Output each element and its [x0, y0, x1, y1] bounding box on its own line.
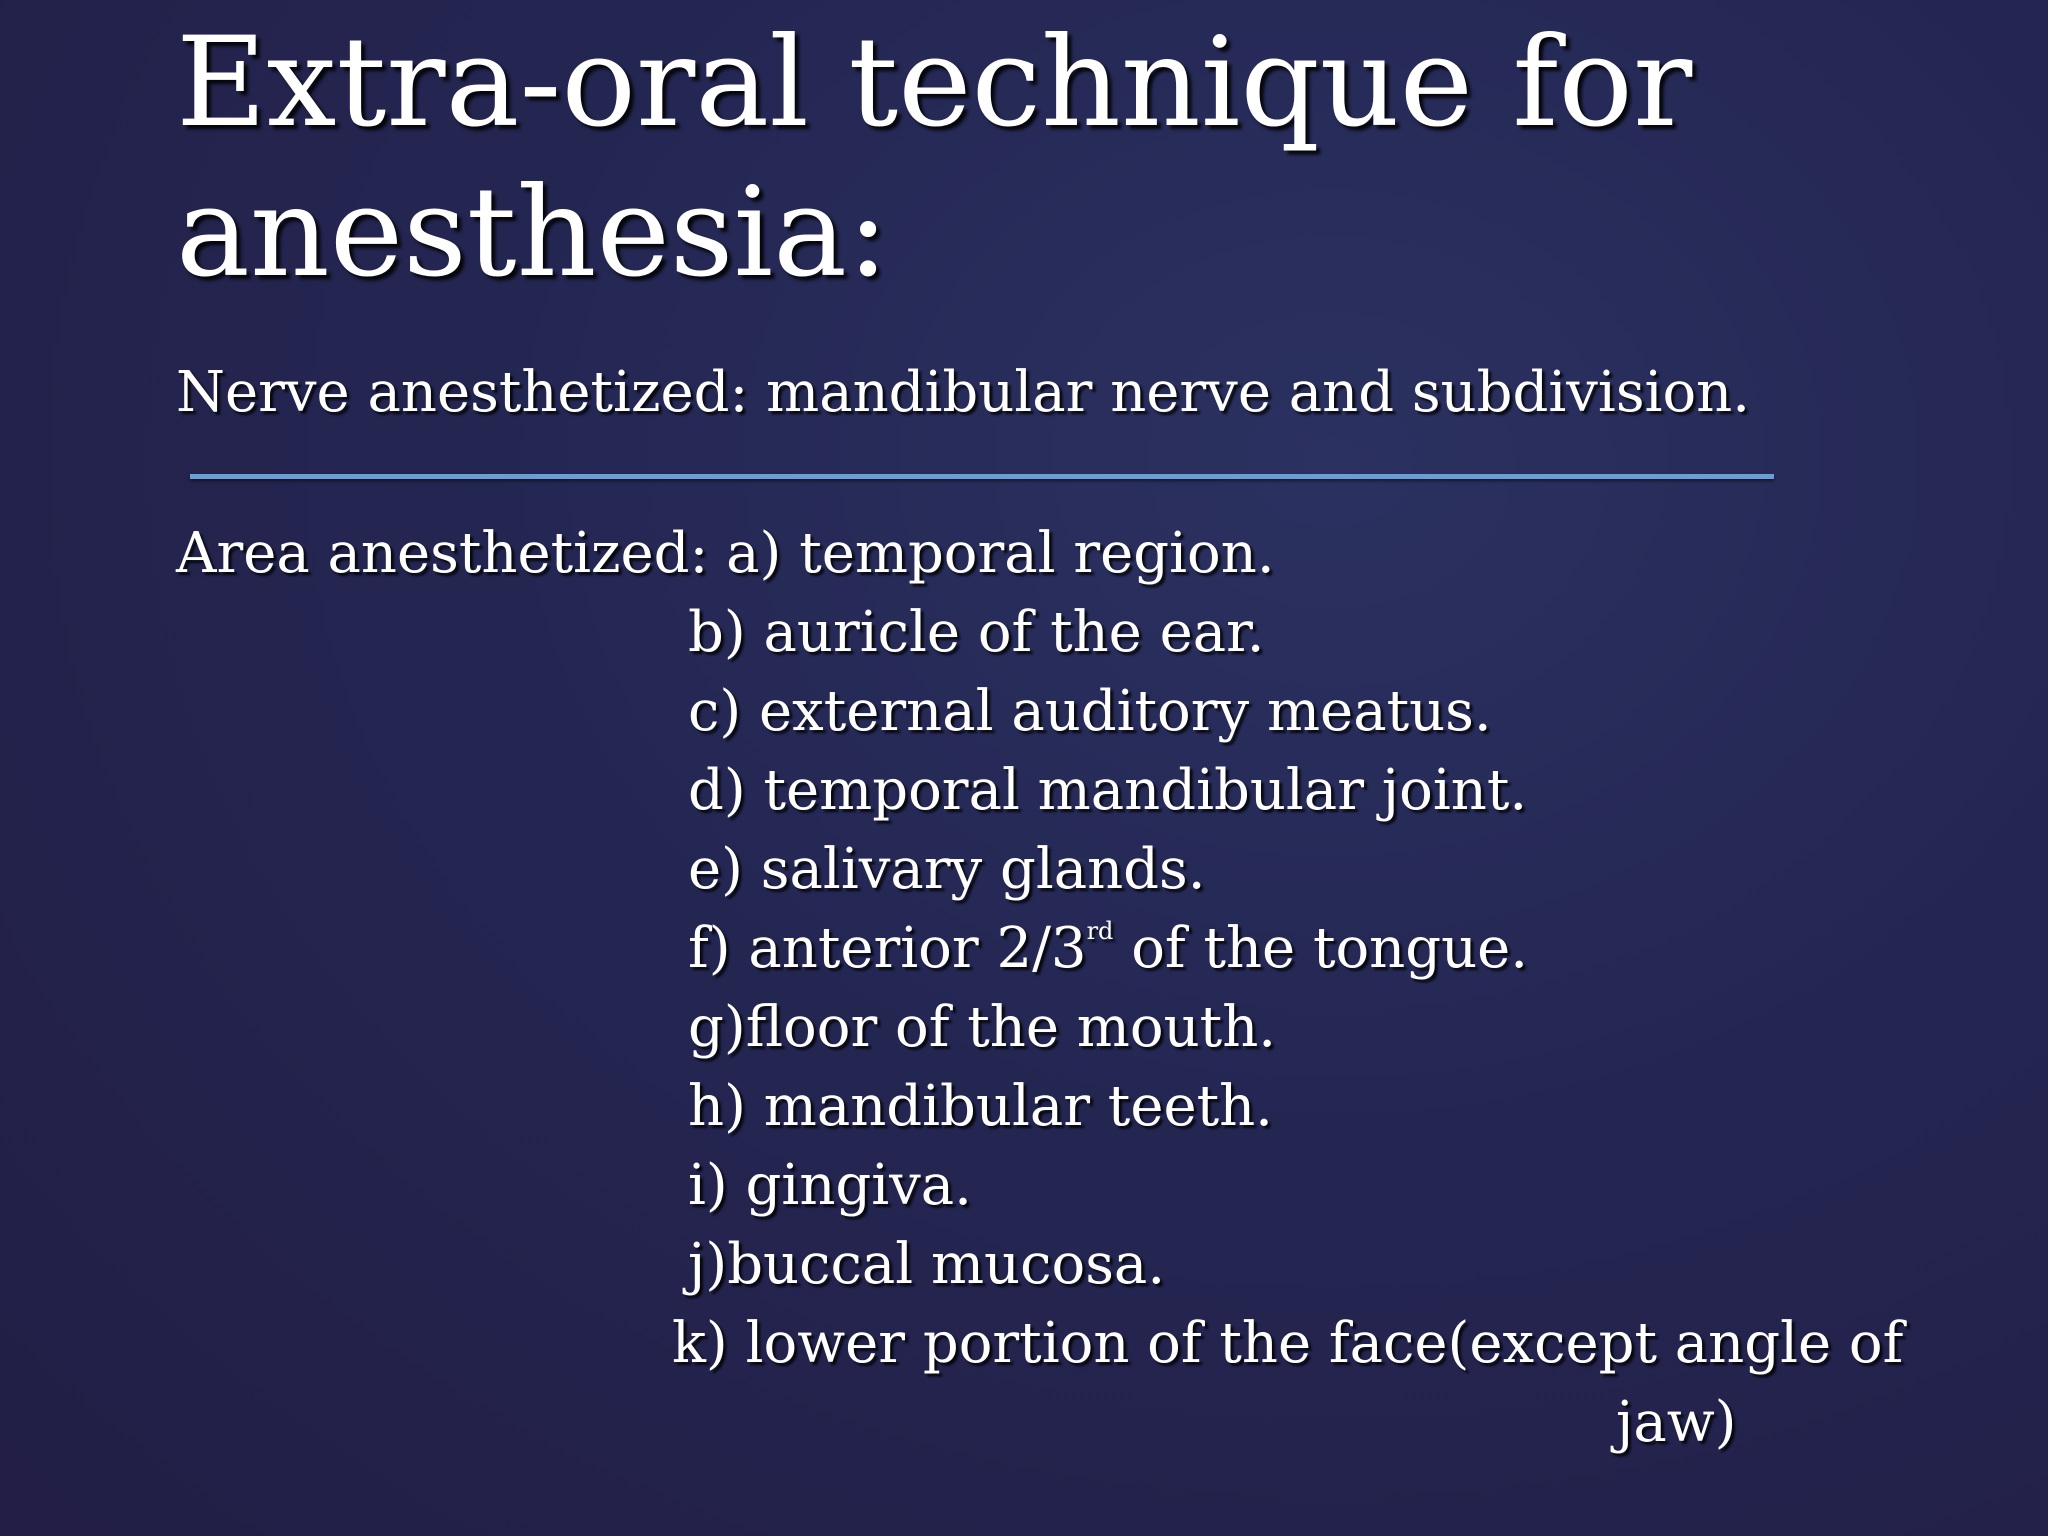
list-item-g: g)floor of the mouth. [688, 995, 1277, 1060]
list-item-c: c) external auditory meatus. [688, 679, 1492, 744]
area-label: Area anesthetized: [176, 521, 709, 586]
list-item-f-text: f) anterior 2/3 [688, 916, 1087, 981]
divider-line [190, 474, 1774, 479]
list-item-a: a) temporal region. [726, 521, 1275, 586]
list-item-b: b) auricle of the ear. [688, 600, 1265, 665]
slide-title: Extra-oral technique for anesthesia: [176, 11, 1693, 305]
list-item-f-suffix: of the tongue. [1113, 916, 1529, 981]
list-item-i: i) gingiva. [688, 1153, 972, 1218]
nerve-anesthetized-text: Nerve anesthetized: mandibular nerve and subdivision. [176, 360, 1751, 425]
list-item-f [688, 913, 1528, 992]
list-item-e: e) salivary glands. [688, 837, 1206, 902]
list-item-d: d) temporal mandibular joint. [688, 758, 1528, 823]
list-item-h: h) mandibular teeth. [688, 1074, 1273, 1139]
list-item-j: j)buccal mucosa. [688, 1232, 1166, 1297]
area-anesthetized-label [176, 518, 1275, 597]
list-item-k-continuation: jaw) [1616, 1390, 1737, 1455]
ordinal-superscript: rd [1086, 917, 1114, 945]
list-item-k: k) lower portion of the face(except angle of [672, 1311, 1904, 1376]
